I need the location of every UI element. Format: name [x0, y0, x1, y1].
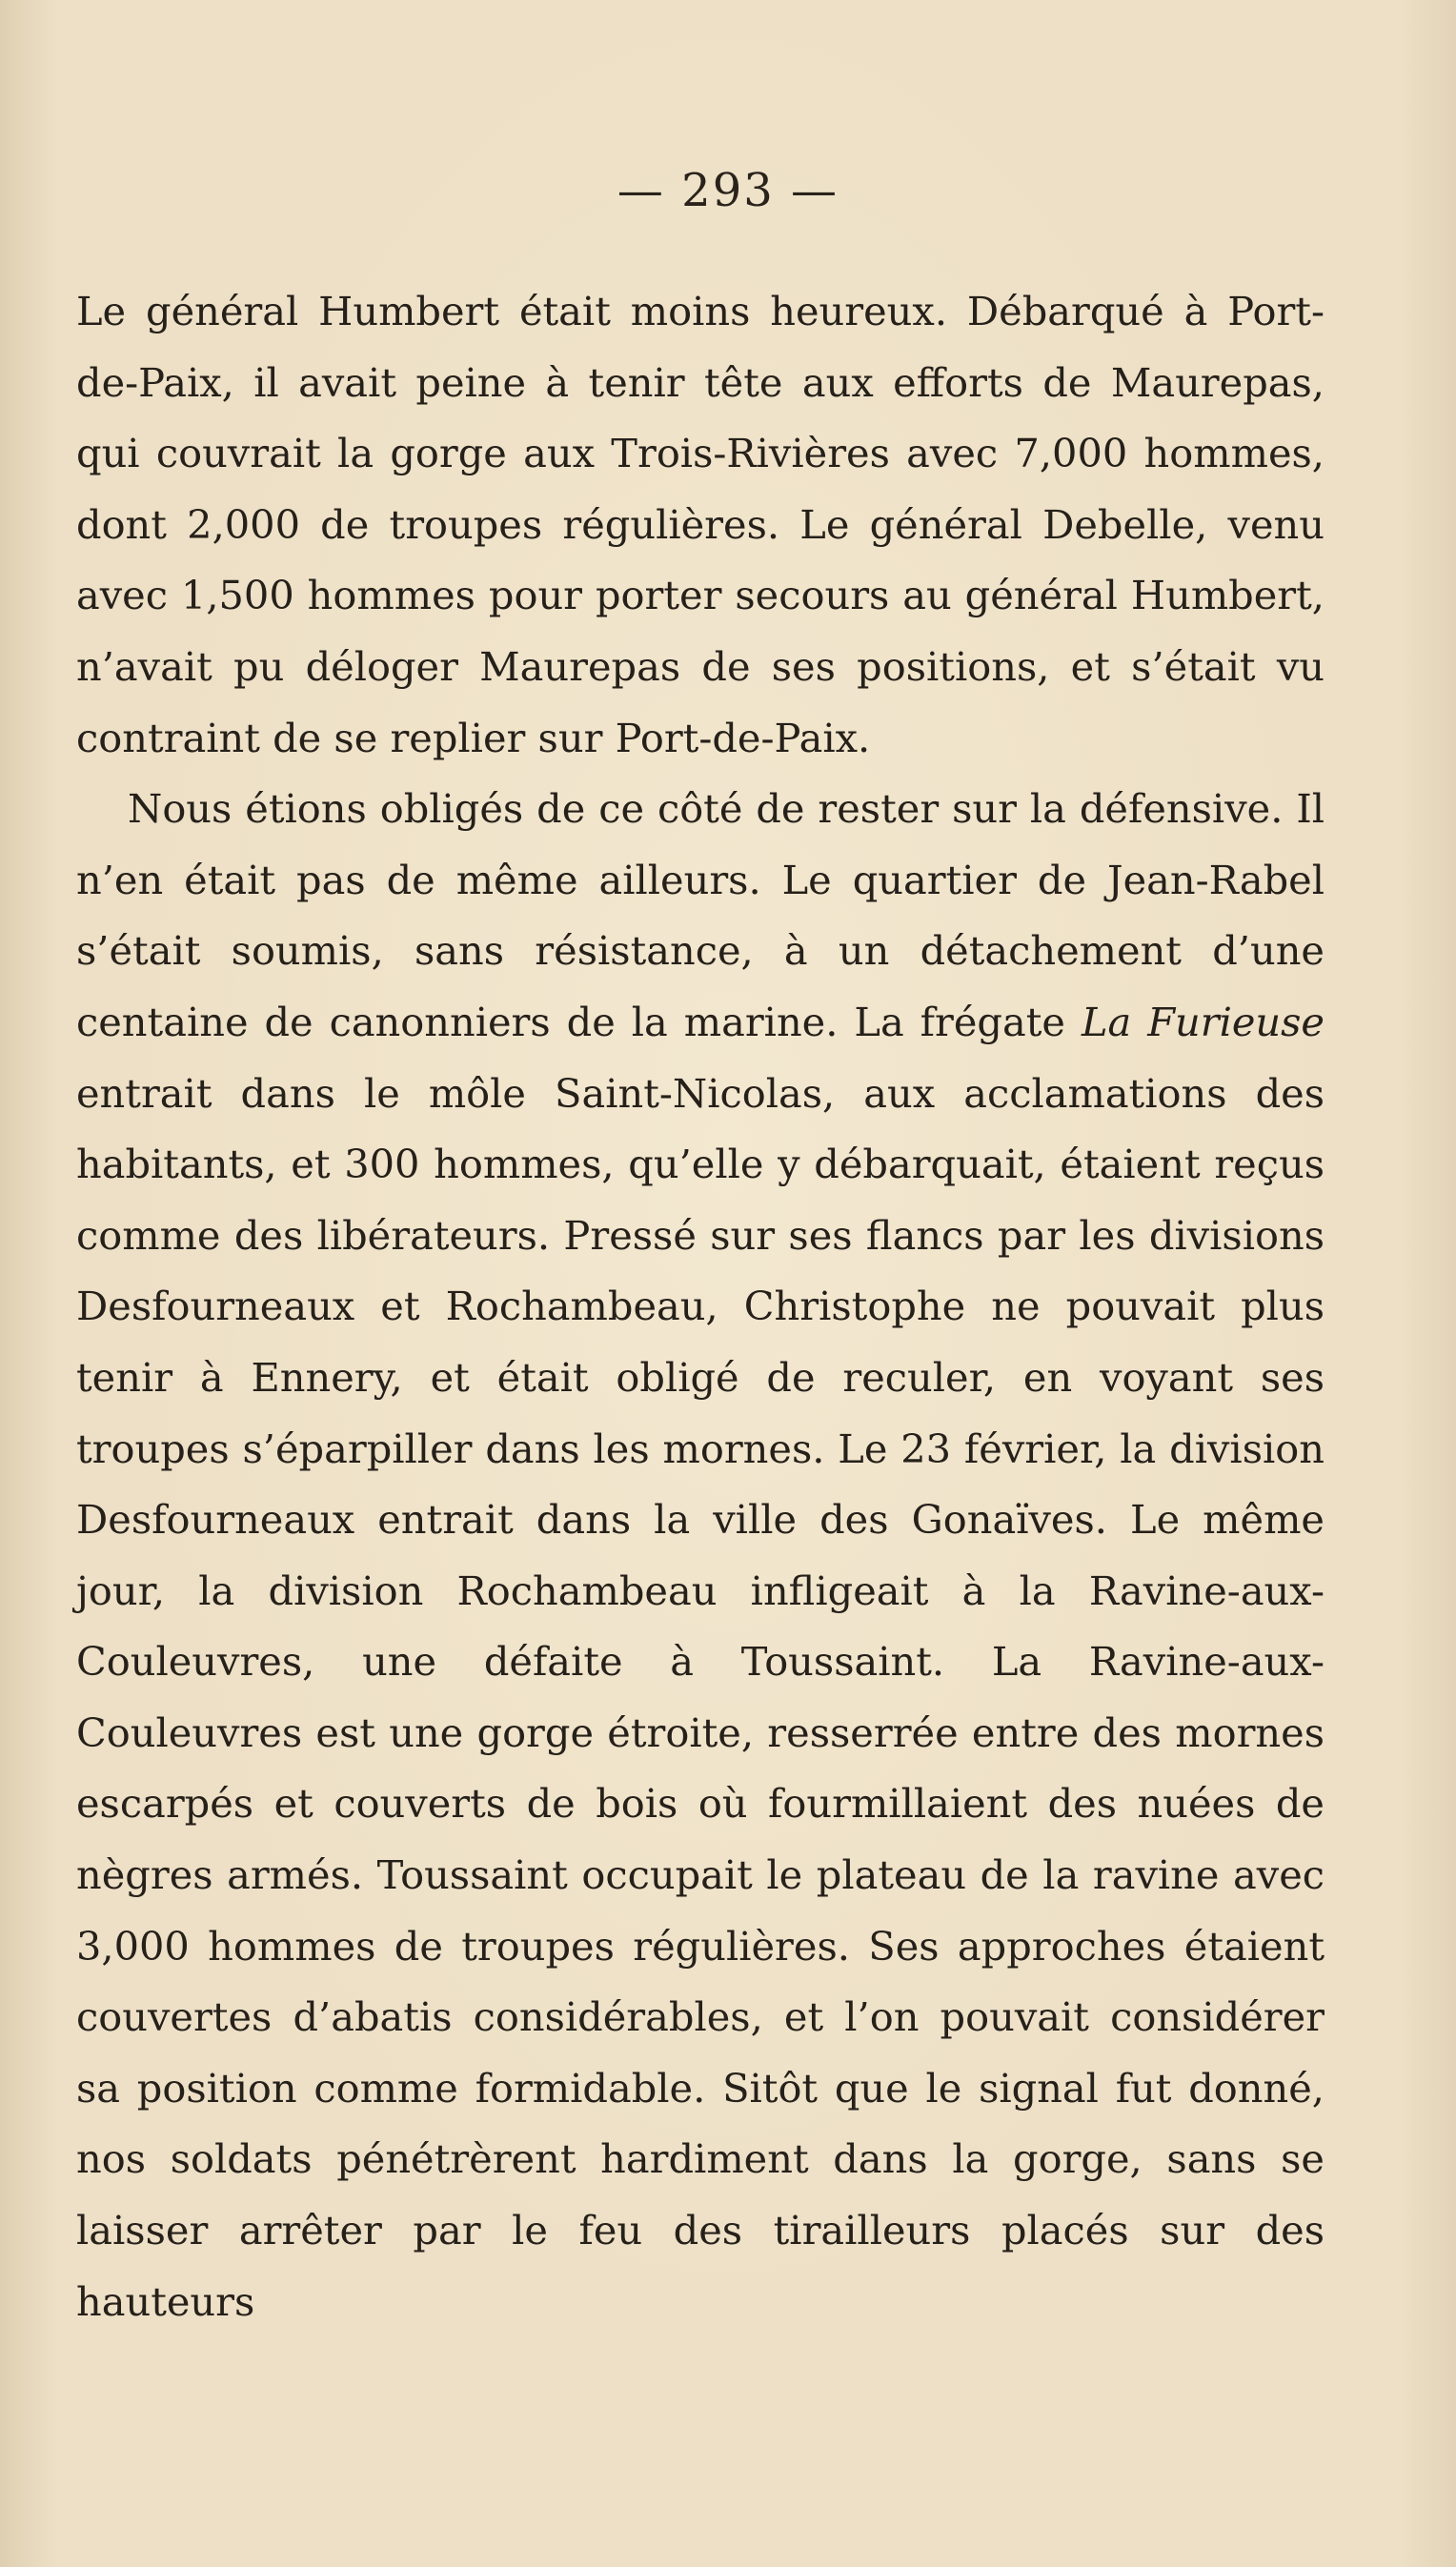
paragraph-defensive	[76, 774, 1325, 2337]
paragraph-humbert: Le général Humbert était moins heureux. Débarqué à Port-de-Paix, il avait peine à tenir tête aux efforts de Maurepas, qui couvrait la gorge aux Trois-Rivières avec 7,000 hommes, dont 2,000 de troupes régulières. Le général Debelle, venu avec 1,500 hommes pour porter secours au général Humbert, n’avait pu déloger Maurepas de ses positions, et s’était vu contraint de se replier sur Port-de-Paix.	[76, 288, 1325, 761]
paragraph-text-before-ship: Nous étions obligés de ce côté de rester sur la défensive. Il n’en était pas de même ailleurs. Le quartier de Jean-Rabel s’était soumis, sans résistance, à un détachement d’une centaine de canonniers de la marine. La frégate	[76, 785, 1325, 1045]
page-number: — 293 —	[617, 164, 839, 217]
page-body	[76, 276, 1325, 2337]
paragraph-text-after-ship: entrait dans le môle Saint-Nicolas, aux acclamations des habitants, et 300 hommes, qu’elle y débarquait, étaient reçus comme des libérateurs. Pressé sur ses flancs par les divisions Desfourneaux et Rochambeau, Christophe ne pouvait plus tenir à Ennery, et était obligé de reculer, en voyant ses troupes s’éparpiller dans les mornes. Le 23 février, la division Desfourneaux entrait dans la ville des Gonaïves. Le même jour, la division Rochambeau infligeait à la Ravine-aux-Couleuvres, une défaite à Toussaint. La Ravine-aux-Couleuvres est une gorge étroite, resserrée entre des mornes escarpés et couverts de bois où fourmillaient des nuées de nègres armés. Toussaint occupait le plateau de la ravine avec 3,000 hommes de troupes régulières. Ses approches étaient couvertes d’abatis considérables, et l’on pouvait considérer sa position comme formidable. Sitôt que le signal fut donné, nos soldats pénétrèrent hardiment dans la gorge, sans se laisser arrêter par le feu des tirailleurs placés sur des hauteurs	[76, 1069, 1325, 2325]
ship-name: La Furieuse	[1081, 998, 1325, 1045]
